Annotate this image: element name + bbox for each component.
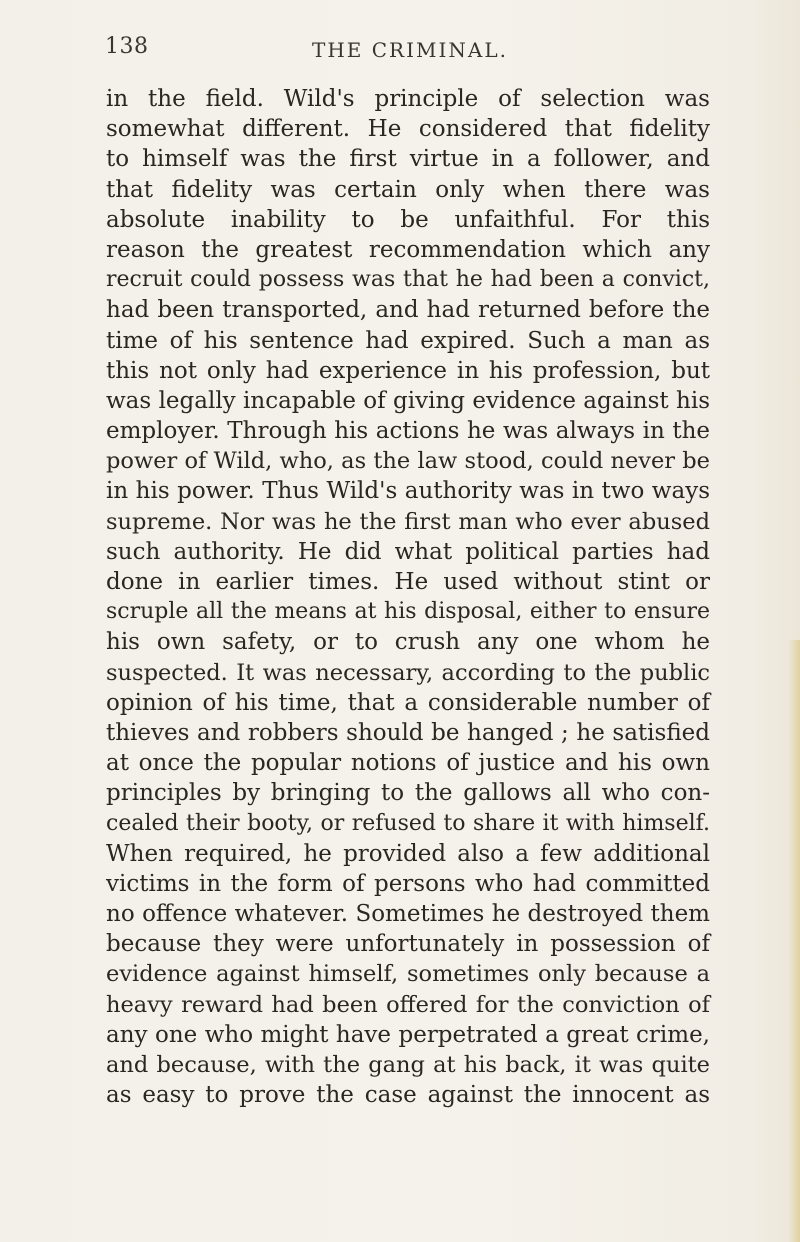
text-line: at once the popular notions of justice and his own: [106, 750, 710, 777]
text-line: had been transported, and had returned before the: [106, 297, 710, 324]
text-line: to himself was the first virtue in a follower, and: [106, 146, 710, 173]
text-line: heavy reward had been offered for the conviction of: [106, 991, 710, 1018]
running-head: THE CRIMINAL.: [312, 38, 508, 62]
text-line: was legally incapable of giving evidence against his: [106, 387, 710, 414]
text-line: and because, with the gang at his back, it was quite: [106, 1052, 710, 1078]
text-line: somewhat different. He considered that fidelity: [106, 116, 710, 143]
text-line: that fidelity was certain only when there was: [106, 176, 710, 203]
text-line: absolute inability to be unfaithful. For this: [106, 206, 710, 233]
text-line: When required, he provided also a few additional: [106, 840, 710, 867]
text-line: evidence against himself, sometimes only because a: [106, 961, 710, 988]
text-line: victims in the form of persons who had committed: [106, 870, 710, 897]
text-line: opinion of his time, that a considerable number of: [106, 689, 710, 716]
text-line: scruple all the means at his disposal, either to ensure: [106, 599, 710, 625]
text-line: because they were unfortunately in possession of: [106, 931, 710, 958]
text-line: done in earlier times. He used without stint or: [106, 569, 710, 595]
text-line: thieves and robbers should be hanged ; he satisfied: [106, 719, 710, 746]
text-line: as easy to prove the case against the innocent as: [106, 1082, 710, 1109]
text-line: power of Wild, who, as the law stood, could never be: [106, 448, 710, 475]
text-line: such authority. He did what political parties had: [106, 538, 710, 565]
text-line: cealed their booty, or refused to share it with himself.: [106, 810, 710, 836]
text-line: any one who might have perpetrated a great crime,: [106, 1021, 710, 1048]
page-number: 138: [105, 34, 149, 59]
text-line: in his power. Thus Wild's authority was in two ways: [106, 478, 710, 505]
text-line: no offence whatever. Sometimes he destroyed them: [106, 901, 710, 928]
text-line: in the field. Wild's principle of selection was: [106, 86, 710, 112]
text-line: suspected. It was necessary, according to the public: [106, 659, 710, 686]
text-line: time of his sentence had expired. Such a man as: [106, 327, 710, 354]
text-line: employer. Through his actions he was always in the: [106, 418, 710, 445]
text-line: this not only had experience in his profession, but: [106, 357, 710, 384]
page-header: [105, 34, 705, 64]
page-edge-stain: [788, 640, 800, 1242]
text-line: recruit could possess was that he had been a convict,: [106, 267, 710, 293]
text-line: reason the greatest recommendation which any: [106, 236, 710, 263]
body-text: [106, 84, 710, 1110]
text-line: supreme. Nor was he the first man who ever abused: [106, 508, 710, 535]
text-line: principles by bringing to the gallows all who con-: [106, 780, 710, 807]
text-line: his own safety, or to crush any one whom he: [106, 629, 710, 656]
